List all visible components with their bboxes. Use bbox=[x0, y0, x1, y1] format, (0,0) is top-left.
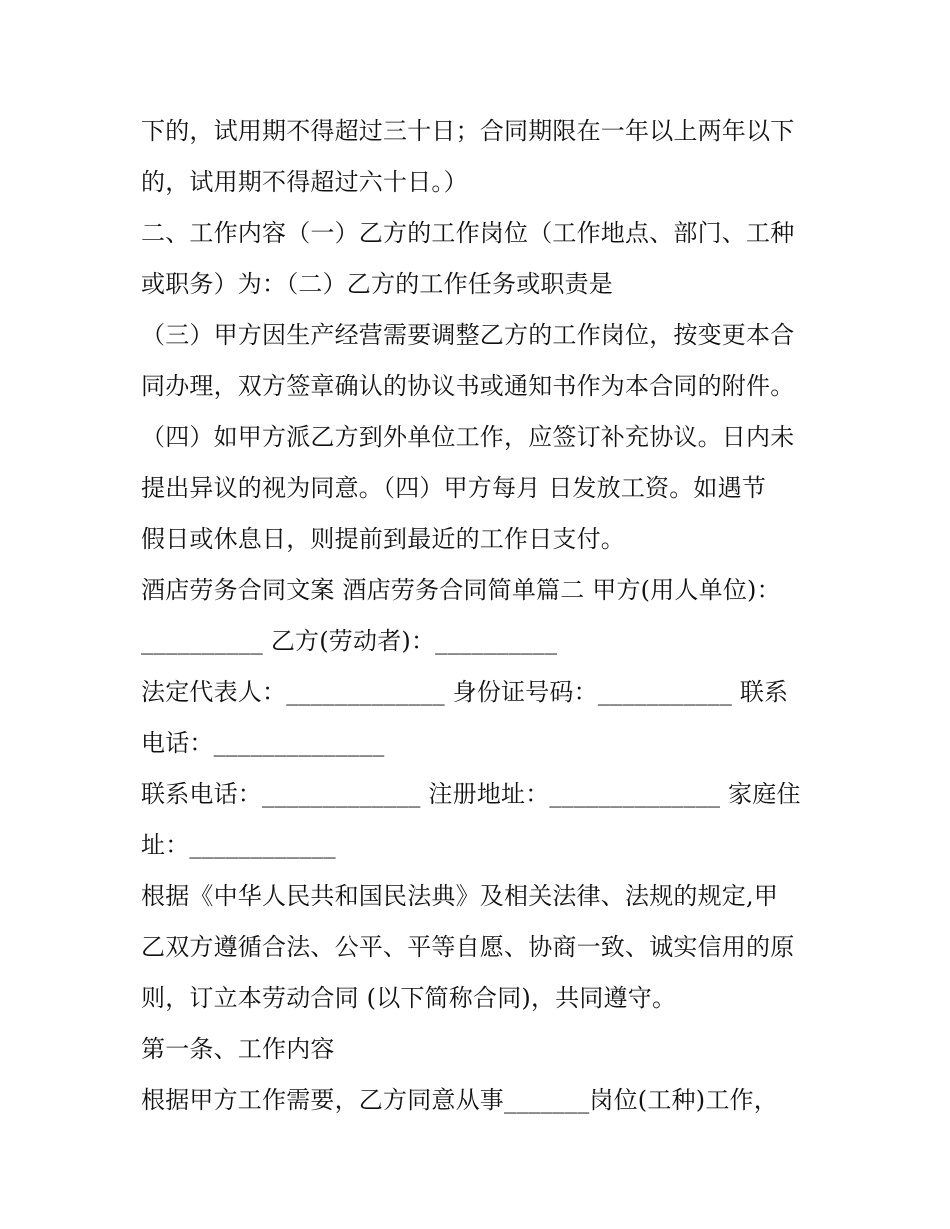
text-line: 联系电话：_____________ 注册地址：______________ 家庭住 bbox=[141, 780, 801, 808]
text-line: 假日或休息日，则提前到最近的工作日支付。 bbox=[141, 525, 625, 553]
text-line: 乙双方遵循合法、公平、平等自愿、协商一致、诚实信用的原 bbox=[141, 933, 795, 961]
text-line: 二、工作内容（一）乙方的工作岗位（工作地点、部门、工种 bbox=[141, 219, 795, 247]
text-line: 法定代表人：_____________ 身份证号码：___________ 联系 bbox=[141, 678, 789, 706]
text-line: 提出异议的视为同意。（四）甲方每月 日发放工资。如遇节 bbox=[141, 474, 767, 502]
text-line: 则，订立本劳动合同 (以下简称合同)，共同遵守。 bbox=[141, 984, 677, 1012]
text-line: （四）如甲方派乙方到外单位工作，应签订补充协议。日内未 bbox=[141, 423, 795, 451]
section-heading: 第一条、工作内容 bbox=[141, 1035, 335, 1063]
text-line: 根据《中华人民共和国民法典》及相关法律、法规的规定,甲 bbox=[141, 882, 779, 910]
text-line: 下的，试用期不得超过三十日；合同期限在一年以上两年以下 bbox=[141, 117, 795, 145]
text-line: __________ 乙方(劳动者)：__________ bbox=[141, 627, 558, 655]
text-line: 同办理，双方签章确认的协议书或通知书作为本合同的附件。 bbox=[141, 372, 795, 400]
text-line: 酒店劳务合同文案 酒店劳务合同简单篇二 甲方(用人单位)： bbox=[141, 576, 781, 604]
text-line: 或职务）为：（二）乙方的工作任务或职责是 bbox=[141, 270, 613, 298]
text-line: 址：____________ bbox=[141, 831, 336, 859]
text-line: 根据甲方工作需要，乙方同意从事_______岗位(工种)工作， bbox=[141, 1086, 778, 1114]
text-line: 的，试用期不得超过六十日。） bbox=[141, 168, 468, 196]
text-line: 电话：______________ bbox=[141, 729, 385, 757]
text-line: （三）甲方因生产经营需要调整乙方的工作岗位，按变更本合 bbox=[141, 321, 795, 349]
